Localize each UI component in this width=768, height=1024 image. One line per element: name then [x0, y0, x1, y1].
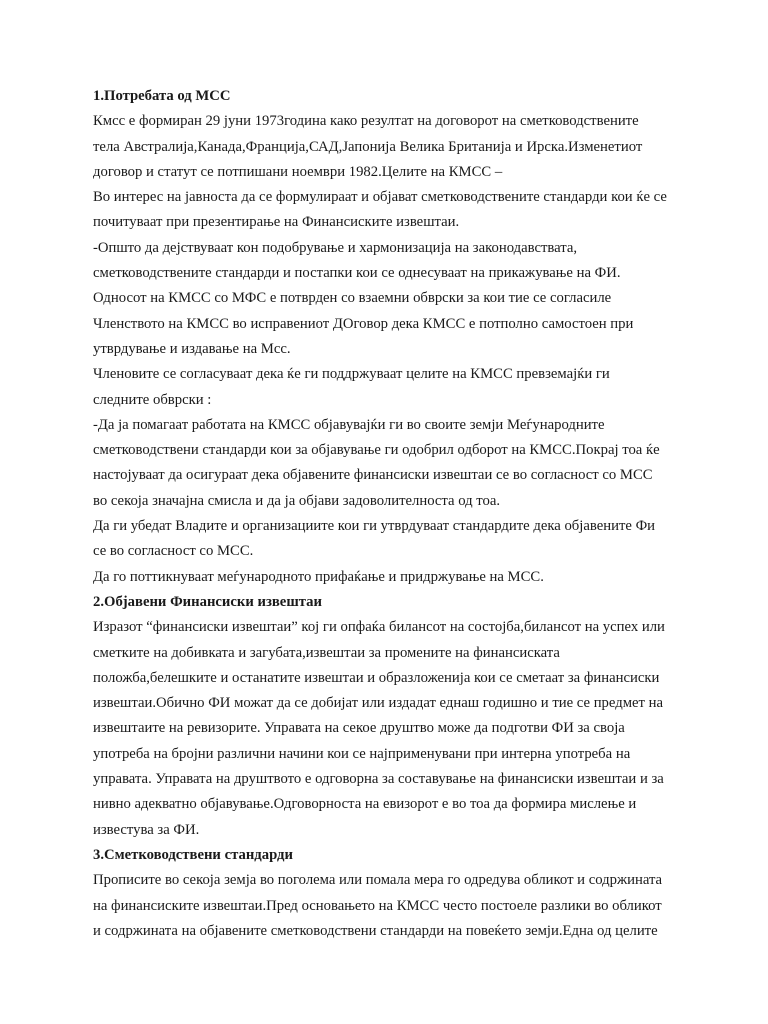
text-line: сметководствени стандарди кои за објавување ги одобрил одборот на КМСС.Покрај тоа ќе: [93, 442, 660, 459]
text-line: договор и статут се потпишани ноември 1982.Целите на КМСС –: [93, 163, 503, 180]
text-line: употреба на бројни различни начини кои се најприменувани при интерна употреба на: [93, 745, 631, 762]
text-line: на финансиските извештаи.Пред основањето на КМСС често постоеле разлики во обликот: [93, 897, 662, 914]
text-line: сметките на добивката и загубата,извештаи за промените на финансиската: [93, 644, 560, 661]
text-line: Во интерес на јавноста да се формулираат и објават сметководствените стандарди кои ќе се: [93, 189, 667, 206]
text-line: Членството на КМСС во исправениот ДОговор дека КМСС е потполно самостоен при: [93, 315, 634, 332]
text-line: извештаите на ревизорите. Управата на секое друштво може да подготви ФИ за своја: [93, 720, 625, 737]
text-line: нивно адекватно објавување.Одговорноста на евизорот е во тоа да формира мислење и: [93, 796, 637, 813]
text-line: Да ги убедат Владите и организациите кои ги утврдуваат стандардите дека објавените Фи: [93, 518, 656, 535]
text-line: Членовите се согласуваат дека ќе ги поддржуваат целите на КМСС превземајќи ги: [93, 366, 610, 383]
text-line: тела Австралија,Канада,Франција,САД,Јапонија Велика Британија и Ирска.Изменетиот: [93, 138, 643, 155]
text-line: следните обврски :: [93, 391, 212, 408]
text-line: настојуваат да осигураат дека објавените финансиски извештаи се во согласност со МСС: [93, 467, 653, 484]
text-line: положба,белешките и останатите извештаи и образложенија кои се сметаат за финансиски: [93, 669, 660, 686]
text-line: утврдување и издавање на Мсс.: [93, 340, 291, 357]
text-line: сметководствените стандарди и постапки кои се однесуваат на прикажување на ФИ.: [93, 265, 621, 282]
section-heading: 2.Објавени Финансиски извештаи: [93, 593, 322, 610]
text-line: почитуваат при презентирање на Финансиските извештаи.: [93, 214, 460, 231]
section-heading: 3.Сметководствени стандарди: [93, 846, 293, 863]
text-line: -Општо да дејствуваат кон подобрување и хармонизација на законодавствата,: [93, 239, 578, 256]
text-line: управата. Управата на друштвото е одговорна за составување на финансиски извештаи и за: [93, 771, 664, 788]
text-line: извештаи.Обично ФИ можат да се добијат или издадат еднаш годишно и тие се предмет на: [93, 695, 663, 712]
text-line: Односот на КМСС со МФС е потврден со взаемни обврски за кои тие се согласиле: [93, 290, 612, 307]
section-heading: 1.Потребата од МСС: [93, 88, 231, 104]
text-line: Прописите во секоја земја во поголема или помала мера го одредува обликот и содржината: [93, 872, 663, 889]
text-line: известува за ФИ.: [93, 821, 200, 838]
text-line: Изразот “финансиски извештаи” кој ги опфаќа билансот на состојба,билансот на успех или: [93, 619, 665, 636]
text-line: се во согласност со МСС.: [93, 543, 254, 560]
text-line: Да го поттикнуваат меѓународното прифаќање и придржување на МСС.: [93, 568, 544, 585]
text-line: -Да ја помагаат работата на КМСС објавувајќи ги во своите земји Меѓународните: [93, 416, 605, 433]
text-line: Кмсс е формиран 29 јуни 1973година како резултат на договорот на сметководствените: [93, 113, 639, 130]
text-line: во секоја значајна смисла и да ја објави задоволителноста од тоа.: [93, 492, 501, 509]
document-body: [93, 84, 713, 944]
text-line: и содржината на објавените сметководствени стандарди на повеќето земји.Една од целите: [93, 922, 658, 939]
